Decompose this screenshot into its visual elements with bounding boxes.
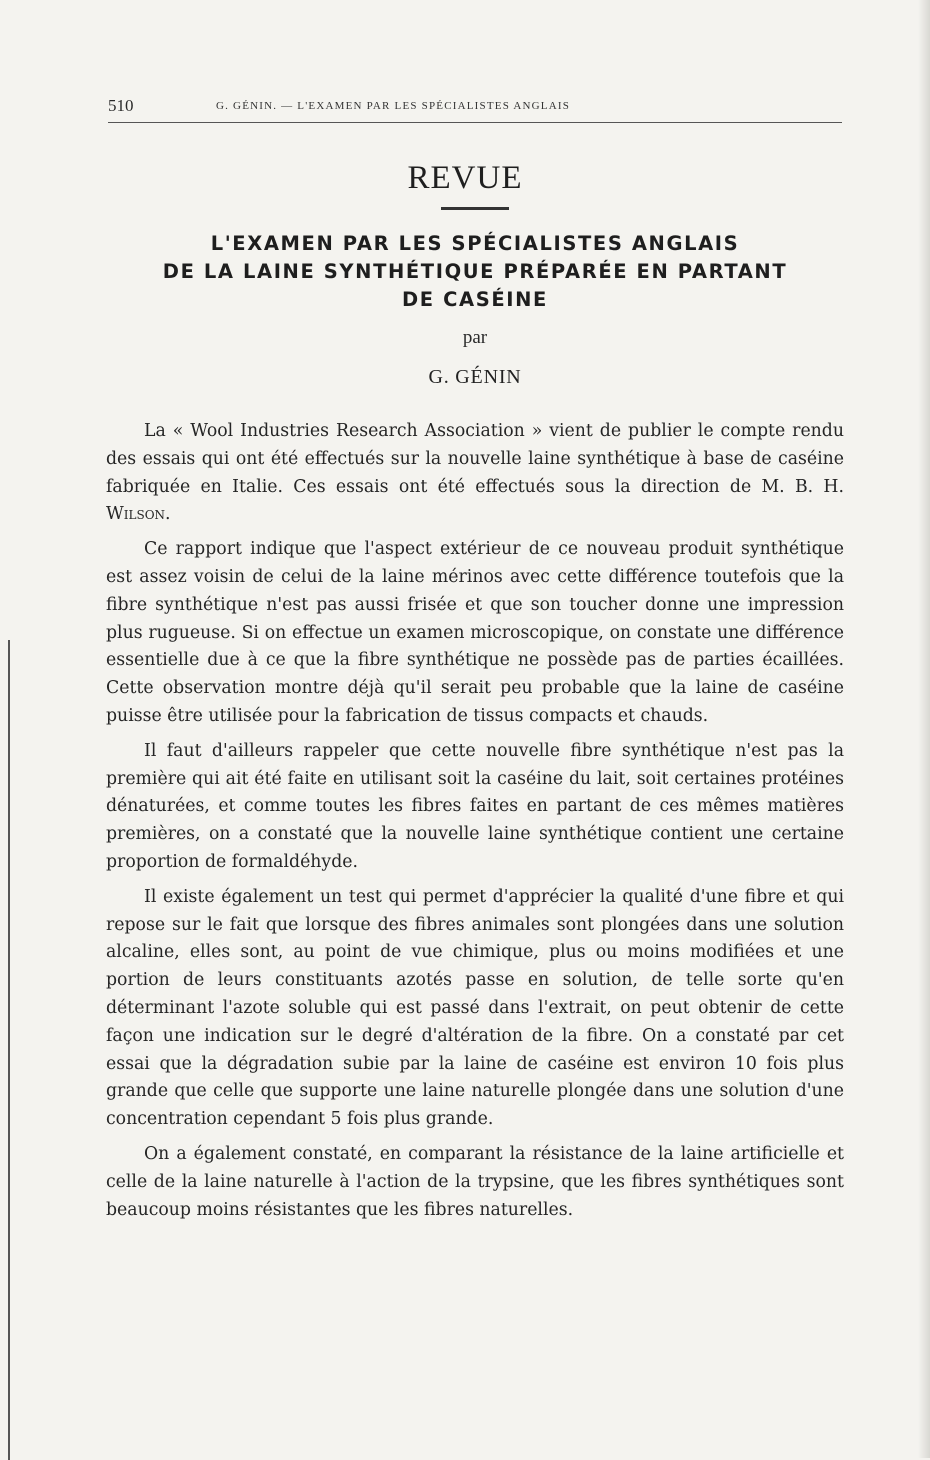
article-title-line: DE CASÉINE: [402, 288, 548, 311]
title-divider: [441, 207, 509, 210]
page-header: [108, 96, 842, 123]
paragraph: On a également constaté, en comparant la résistance de la laine artificielle et celle de la laine naturelle à l'action de la trypsine, que les fibres synthétiques sont beaucoup moins résistantes que les fibres naturelles.: [106, 1143, 844, 1220]
running-head: G. GÉNIN. — L'EXAMEN PAR LES SPÉCIALISTES ANGLAIS: [216, 100, 571, 112]
article-title-line: DE LA LAINE SYNTHÉTIQUE PRÉPARÉE EN PARTANT: [162, 260, 788, 283]
by-line: par: [462, 327, 488, 348]
paragraph-text: La « Wool Industries Research Association » vient de publier le compte rendu des essais qui ont été effectués sur la nouvelle laine synthétique à base de caséine fabriquée en Italie. Ces essais ont été effectués sous la direction de M. B. H.: [106, 421, 844, 497]
page-number: 510: [108, 96, 134, 115]
paragraph: [106, 418, 844, 529]
paragraph: Ce rapport indique que l'aspect extérieur de ce nouveau produit synthétique est assez voisin de celui de la laine mérinos avec cette différence toutefois que la fibre synthétique n'est pas aussi frisée et que son toucher donne une impression plus rugueuse. Si on effectue un examen microscopique, on constate une différence essentielle due à ce que la fibre synthétique ne possède pas de parties écaillées. Cette observation montre déjà qu'il serait peu probable que la laine de caséine puisse être utilisée pour la fabrication de tissus compacts et chauds.: [106, 539, 844, 726]
paragraph: Il faut d'ailleurs rappeler que cette nouvelle fibre synthétique n'est pas la première qui ait été faite en utilisant soit la caséine du lait, soit certaines protéines dénaturées, et comme toutes les fibres faites en partant de ces mêmes matières premières, on a constaté que la nouvelle laine synthétique contient une certaine proportion de formaldéhyde.: [106, 740, 844, 872]
paragraph: Il existe également un test qui permet d'apprécier la qualité d'une fibre et qui repose sur le fait que lorsque des fibres animales sont plongées dans une solution alcaline, elles sont, au point de vue chimique, plus ou moins modifiées et une portion de leurs constituants azotés passe en solution, de telle sorte qu'en déterminant l'azote soluble qui est passé dans l'extrait, on peut obtenir de cette façon une indication sur le degré d'altération de la fibre. On a constaté par cet essai que la dégradation subie par la laine de caséine est environ 10 fois plus grande que celle que supporte une laine naturelle plongée dans une solution d'une concentration cependant 5 fois plus grande.: [106, 886, 844, 1130]
article-body: [106, 418, 844, 1231]
scan-edge-shadow: [918, 0, 930, 1458]
section-title: REVUE: [407, 160, 523, 196]
article-title: [100, 230, 850, 314]
person-name: Wilson: [106, 504, 166, 525]
paragraph-text: .: [165, 504, 171, 525]
scan-edge-line: [8, 640, 10, 1460]
author-name: G. GÉNIN: [428, 366, 522, 388]
article-title-line: L'EXAMEN PAR LES SPÉCIALISTES ANGLAIS: [210, 232, 740, 255]
